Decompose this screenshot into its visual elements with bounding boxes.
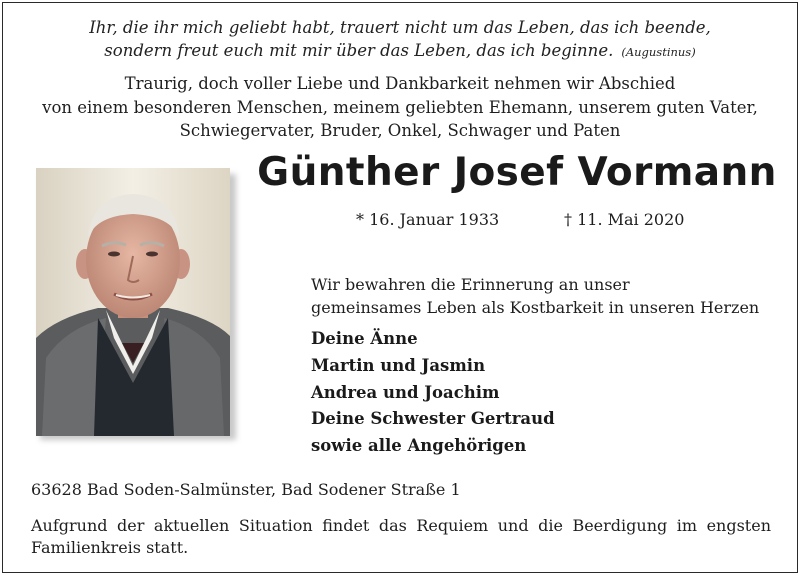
family-member: Deine Änne [311,329,418,348]
deceased-name: Günther Josef Vormann [257,150,777,195]
intro-block [0,72,800,143]
intro-line-3: Schwiegervater, Bruder, Onkel, Schwager und Paten [179,121,621,140]
birth-date: * 16. Januar 1933 [356,210,500,229]
address: 63628 Bad Soden-Salmünster, Bad Sodener Straße 1 [31,480,461,499]
intro-line-2: von einem besonderen Menschen, meinem geliebten Ehemann, unserem guten Vater, [42,97,758,117]
family-list [311,326,555,460]
family-member: sowie alle Angehörigen [311,436,527,456]
memory-line-2: gemeinsames Leben als Kostbarkeit in unseren Herzen [311,298,760,317]
quote-line-2-text: sondern freut euch mit mir über das Leben, das ich beginne. [104,41,614,60]
quote-line-1: Ihr, die ihr mich geliebt habt, trauert nicht um das Leben, das ich beende, [89,18,711,37]
family-member: Martin und Jasmin [311,355,486,375]
quote-author: (Augustinus) [621,45,696,59]
memory-text [311,273,759,319]
intro-line-1: Traurig, doch voller Liebe und Dankbarkeit nehmen wir Abschied [124,74,676,93]
death-date: † 11. Mai 2020 [564,210,685,229]
funeral-notice: Aufgrund der aktuellen Situation findet das Requiem und die Beerdigung im engsten Familienkreis statt. [31,516,771,557]
quote-block [0,16,800,64]
portrait-photo [36,168,230,436]
memory-line-1: Wir bewahren die Erinnerung an unser [311,275,630,294]
family-member: Deine Schwester Gertraud [311,409,555,429]
portrait-illustration [36,168,230,436]
quote-line-2 [0,39,800,64]
family-member: Andrea und Joachim [311,382,500,402]
